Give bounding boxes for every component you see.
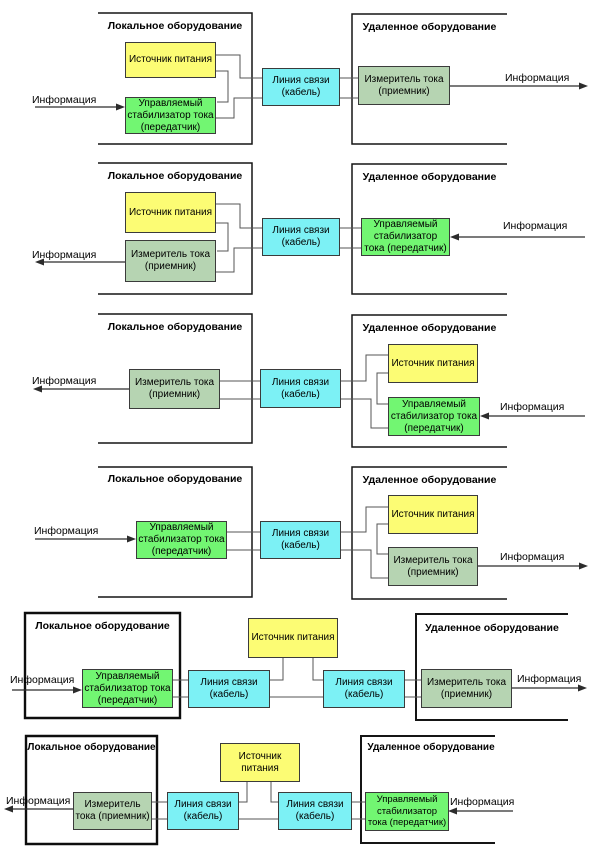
cable-box-1: Линия связи (кабель) [188,670,270,708]
receiver-box: Измеритель тока (приемник) [125,240,216,282]
local-equipment-label: Локальное оборудование [107,20,243,32]
info-out-label: Информация [517,673,582,685]
cable-box: Линия связи (кабель) [262,68,340,106]
cable-box-2: Линия связи (кабель) [278,792,352,830]
local-equipment-label: Локальное оборудование [27,742,156,753]
power-source-box: Источник питания [220,743,300,782]
power-source-box: Источник питания [125,42,216,78]
remote-equipment-label: Удаленное оборудование [425,622,559,634]
cable-box: Линия связи (кабель) [260,369,341,408]
receiver-box: Измеритель тока (приемник) [388,547,478,586]
power-source-box: Источник питания [125,192,216,233]
remote-equipment-label: Удаленное оборудование [362,21,497,33]
power-source-box: Источник питания [388,344,478,383]
cable-box-1: Линия связи (кабель) [167,792,239,830]
info-out-label: Информация [32,249,97,261]
transmitter-box: Управляемый стабилизатор тока (передатчик) [82,669,173,708]
info-out-label: Информация [6,795,71,807]
info-out-label: Информация [500,551,565,563]
receiver-box: Измеритель тока (приемник) [421,669,512,708]
info-in-label: Информация [10,674,75,686]
transmitter-box: Управляемый стабилизатор тока (передатчик) [136,521,227,559]
power-source-box: Источник питания [388,495,478,534]
transmitter-box: Управляемый стабилизатор тока (передатчик) [365,792,449,831]
remote-equipment-label: Удаленное оборудование [367,742,495,753]
cable-box-2: Линия связи (кабель) [323,670,405,708]
transmitter-box: Управляемый стабилизатор тока (передатчик) [361,218,450,256]
receiver-box: Измеритель тока (приемник) [129,369,220,409]
transmitter-box: Управляемый стабилизатор тока (передатчик) [388,397,480,436]
local-equipment-label: Локальное оборудование [107,473,243,485]
receiver-box: Измеритель тока (приемник) [358,66,450,105]
info-out-label: Информация [505,72,570,84]
remote-equipment-label: Удаленное оборудование [362,322,497,334]
transmitter-box: Управляемый стабилизатор тока (передатчик) [125,97,216,134]
info-in-label: Информация [500,401,565,413]
power-source-box: Источник питания [248,618,338,658]
remote-equipment-label: Удаленное оборудование [362,171,497,183]
remote-equipment-label: Удаленное оборудование [362,474,497,486]
info-out-label: Информация [32,375,97,387]
local-equipment-label: Локальное оборудование [107,170,243,182]
receiver-box: Измеритель тока (приемник) [73,792,152,830]
info-in-label: Информация [34,525,99,537]
cable-box: Линия связи (кабель) [262,218,340,256]
info-in-label: Информация [450,796,515,808]
info-in-label: Информация [503,220,568,232]
local-equipment-label: Локальное оборудование [35,620,170,632]
local-equipment-label: Локальное оборудование [107,321,243,333]
info-in-label: Информация [32,94,97,106]
cable-box: Линия связи (кабель) [260,521,341,559]
